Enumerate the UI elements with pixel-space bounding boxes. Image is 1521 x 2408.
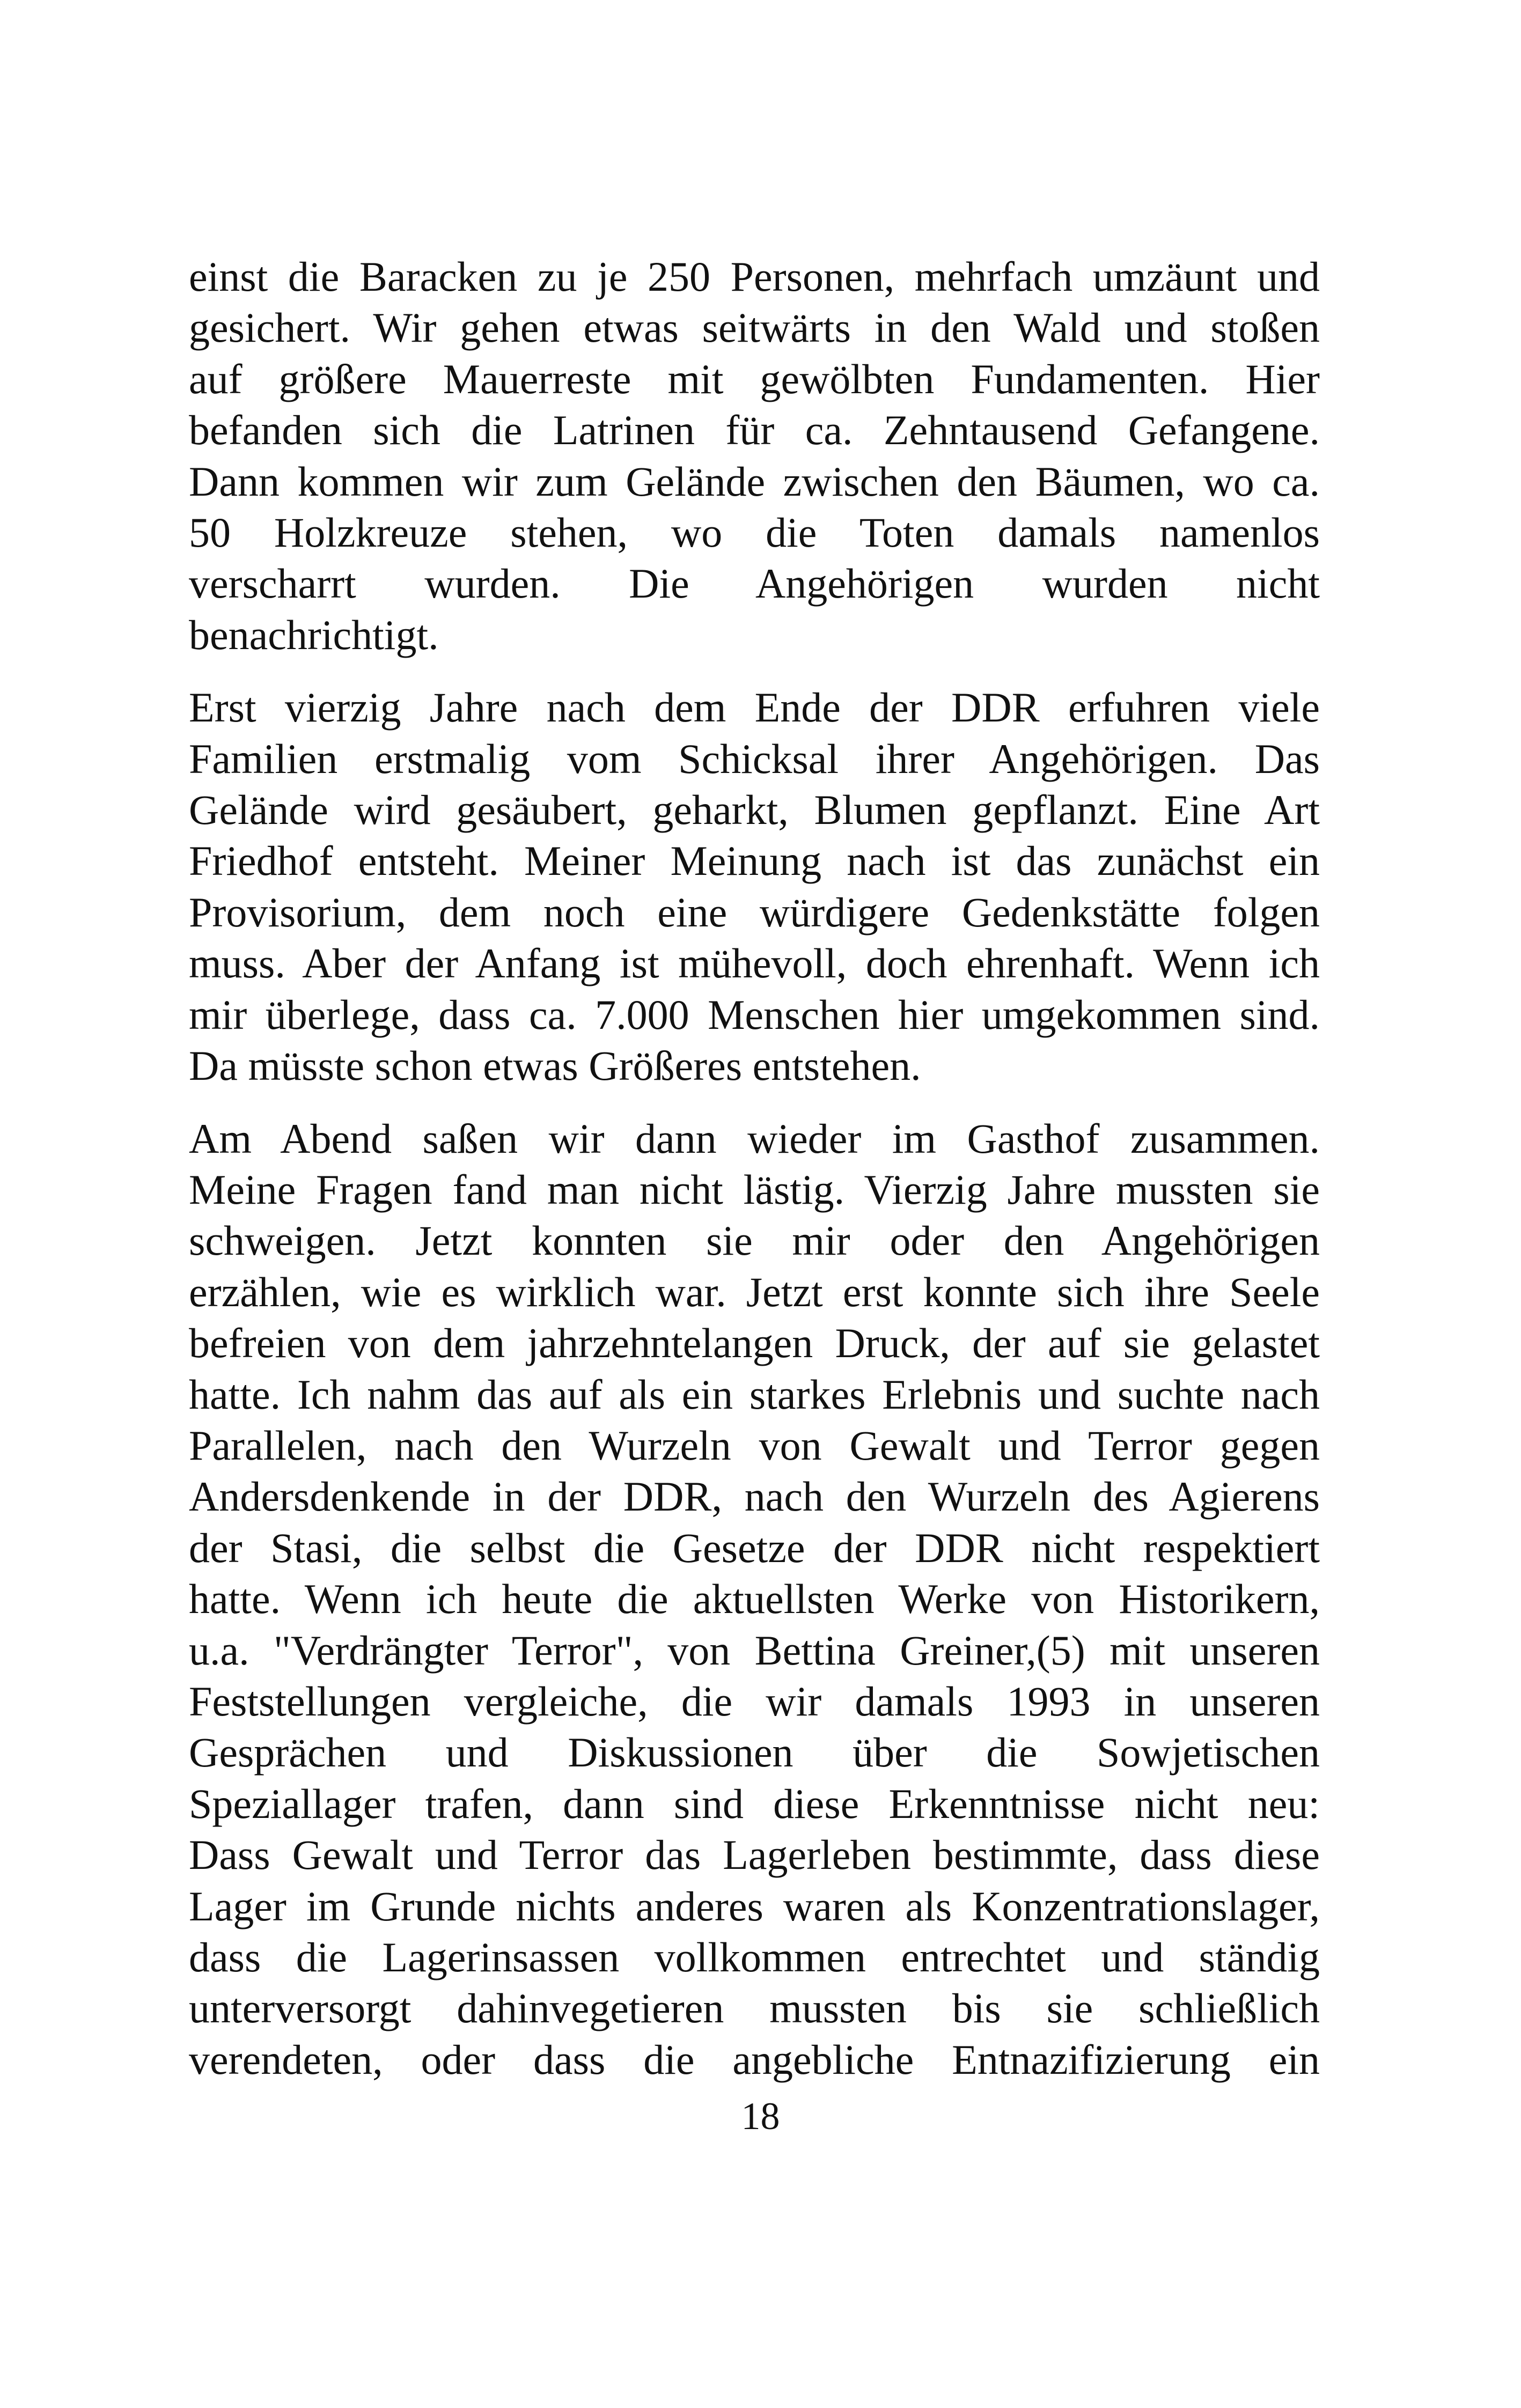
text-line: einst die Baracken zu je 250 Personen, mehrfach umzäunt und (189, 253, 1320, 300)
text-line: Am Abend saßen wir dann wieder im Gasthof zusammen. (189, 1115, 1320, 1162)
text-line: Gesprächen und Diskussionen über die Sowjetischen (189, 1729, 1320, 1776)
text-line: unterversorgt dahinvegetieren mussten bis sie schließlich (189, 1985, 1320, 2032)
text-line: befanden sich die Latrinen für ca. Zehntausend Gefangene. (189, 407, 1320, 454)
text-line: Friedhof entsteht. Meiner Meinung nach ist das zunächst ein (189, 837, 1320, 885)
page-number: 18 (741, 2095, 780, 2138)
text-line: benachrichtigt. (189, 611, 439, 658)
text-line: auf größere Mauerreste mit gewölbten Fundamenten. Hier (189, 355, 1320, 402)
text-line: Dass Gewalt und Terror das Lagerleben bestimmte, dass diese (189, 1831, 1320, 1879)
text-line: 50 Holzkreuze stehen, wo die Toten damals namenlos (189, 509, 1320, 556)
text-line: hatte. Ich nahm das auf als ein starkes Erlebnis und suchte nach (189, 1371, 1320, 1418)
text-line: Meine Fragen fand man nicht lästig. Vierzig Jahre mussten sie (189, 1166, 1320, 1213)
text-line: Da müsste schon etwas Größeres entstehen. (189, 1042, 921, 1089)
paragraph-2 (189, 682, 1320, 1091)
text-line: Gelände wird gesäubert, geharkt, Blumen gepflanzt. Eine Art (189, 786, 1320, 834)
text-line: Dann kommen wir zum Gelände zwischen den Bäumen, wo ca. (189, 458, 1320, 505)
text-line: erzählen, wie es wirklich war. Jetzt erst konnte sich ihre Seele (189, 1268, 1320, 1315)
text-line: schweigen. Jetzt konnten sie mir oder den Angehörigen (189, 1217, 1320, 1264)
text-line: Lager im Grunde nichts anderes waren als Konzentrationslager, (189, 1882, 1320, 1930)
text-line: u.a. "Verdrängter Terror", von Bettina Greiner,(5) mit unseren (189, 1626, 1320, 1674)
paragraph-3 (189, 1113, 1320, 2086)
text-line: befreien von dem jahrzehntelangen Druck, der auf sie gelastet (189, 1320, 1320, 1367)
text-line: Provisorium, dem noch eine würdigere Gedenkstätte folgen (189, 888, 1320, 936)
text-line: gesichert. Wir gehen etwas seitwärts in den Wald und stoßen (189, 304, 1320, 351)
paragraph-1 (189, 251, 1320, 660)
text-line: Feststellungen vergleiche, die wir damals 1993 in unseren (189, 1677, 1320, 1725)
text-line: Familien erstmalig vom Schicksal ihrer Angehörigen. Das (189, 735, 1320, 782)
text-line: Parallelen, nach den Wurzeln von Gewalt und Terror gegen (189, 1422, 1320, 1469)
text-line: muss. Aber der Anfang ist mühevoll, doch ehrenhaft. Wenn ich (189, 940, 1320, 987)
text-line: mir überlege, dass ca. 7.000 Menschen hier umgekommen sind. (189, 991, 1320, 1038)
text-line: Andersdenkende in der DDR, nach den Wurzeln des Agierens (189, 1473, 1320, 1520)
text-line: Speziallager trafen, dann sind diese Erkenntnisse nicht neu: (189, 1780, 1320, 1827)
text-line: verendeten, oder dass die angebliche Entnazifizierung ein (189, 2036, 1320, 2083)
text-line: Erst vierzig Jahre nach dem Ende der DDR erfuhren viele (189, 684, 1320, 731)
text-line: dass die Lagerinsassen vollkommen entrechtet und ständig (189, 1934, 1320, 1980)
text-line: hatte. Wenn ich heute die aktuellsten Werke von Historikern, (189, 1575, 1320, 1623)
text-line: verscharrt wurden. Die Angehörigen wurden nicht (189, 560, 1320, 607)
text-line: der Stasi, die selbst die Gesetze der DDR nicht respektiert (189, 1524, 1320, 1571)
body-text (189, 251, 1320, 2107)
